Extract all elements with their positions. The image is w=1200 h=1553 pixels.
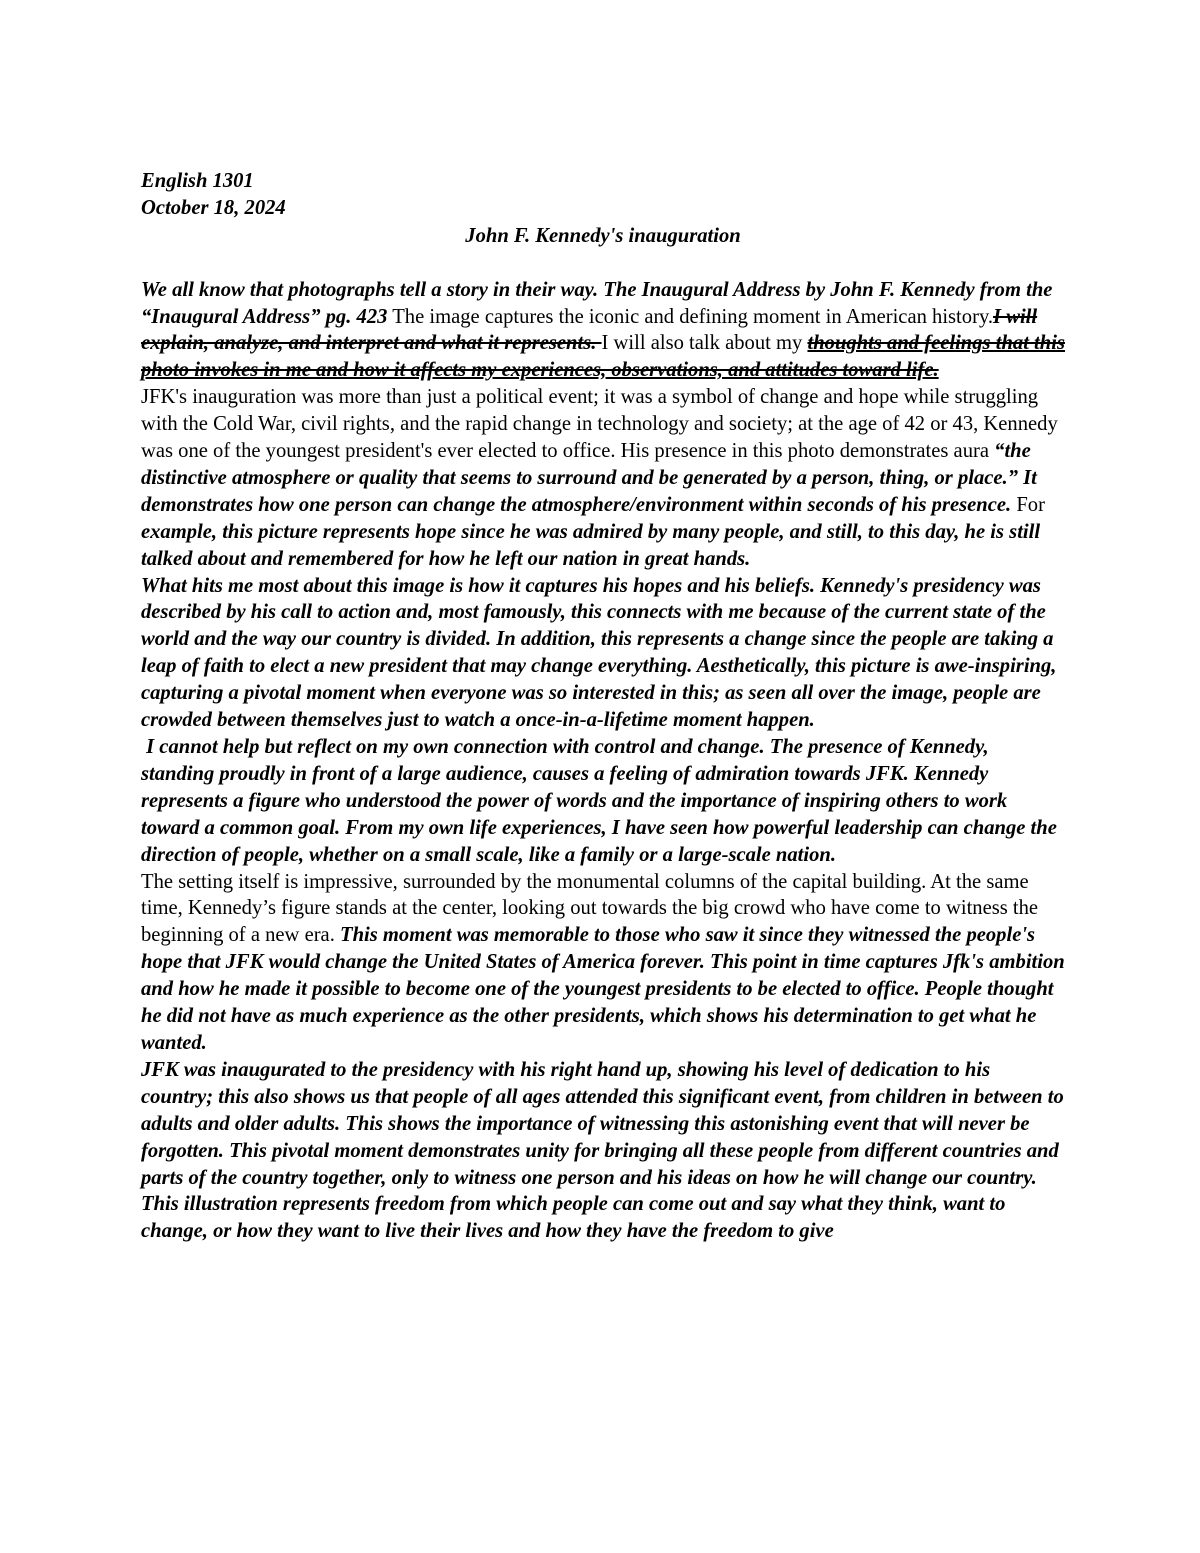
intro-struck-text: I will explain, analyze, and interpret and what it represents. [141,305,1038,355]
inauguration-bold-text: “the distinctive atmosphere or quality that seems to surround and be generated by a person, thing, or place.” It demonstrates how one person can change the atmosphere/environment within seconds of his presence. [141,440,1037,516]
setting-plain-text: The setting itself is impressive, surrounded by the monumental columns of the capital building. At the same time, Kennedy’s figure stands at the center, looking out towards the big crowd who have come to witness the beginning of a new era. [141,870,1039,947]
intro-plain-text: The image captures the iconic and defining moment in American history. [387,305,994,328]
intro-struck-text-2: thoughts and feelings that this photo invokes in me and how it affects my experiences, observations, and attitudes toward life. [141,332,1065,382]
inauguration-plain-text: JFK's inauguration was more than just a political event; it was a symbol of change and hope while struggling with the Cold War, civil rights, and the rapid change in technology and society; at the age of 42 or 43, Kennedy was one of the youngest president's ever elected to office. His presence in this photo demonstrates aura [141,386,1058,463]
blank-line [141,250,1065,277]
paragraph-reflection: I cannot help but reflect on my own connection with control and change. The presence of Kennedy, standing proudly in front of a large audience, causes a feeling of admiration towards JFK. Kennedy represents a figure who understood the power of words and the importance of inspiring others to work toward a common goal. From my own life experiences, I have seen how powerful leadership can change the direction of people, whether on a small scale, like a family or a large-scale nation. [141,736,1057,866]
paragraph-hopes: What hits me most about this image is how it captures his hopes and his beliefs. Kennedy's presidency was described by his call to action and, most famously, this connects with me because of the current state of the world and the way our country is divided. In addition, this represents a change since the people are taking a leap of faith to elect a new president that may change everything. Aesthetically, this picture is awe-inspiring, capturing a pivotal moment when everyone was so interested in this; as seen all over the image, people are crowded between themselves just to watch a once-in-a-lifetime moment happen. [141,574,1057,732]
intro-bold-text: We all know that photographs tell a story in their way. The Inaugural Address by John F. Kennedy from the “Inaugural Address” pg. 423 [141,278,1053,328]
setting-bold-text: This moment was memorable to those who saw it since they witnessed the people's hope that JFK would change the United States of America forever. This point in time captures Jfk's ambition and how he made it possible to become one of the youngest presidents to be elected to office. People thought he did not have as much experience as the other presidents, which shows his determination to get what he wanted. [141,924,1065,1054]
essay-title: John F. Kennedy's inauguration [465,224,741,247]
paragraph-setting [141,869,1065,1057]
document-page [141,168,1065,1245]
course-name: English 1301 [141,170,254,192]
inauguration-bold-text-2: example, this picture represents hope since he was admired by many people, and still, to this day, he is still talked about and remembered for how he left our nation in great hands. [141,520,1041,570]
paragraph-intro [141,277,1065,385]
paragraph-freedom: This illustration represents freedom from which people can come out and say what they think, want to change, or how they want to live their lives and how they have the freedom to give [141,1193,1006,1243]
inauguration-plain-text-2: For [1011,493,1045,516]
essay-date: October 18, 2024 [141,196,286,219]
intro-plain-text-2: I will also talk about my [601,332,808,355]
paragraph-inauguration [141,384,1065,572]
paragraph-dedication: JFK was inaugurated to the presidency with his right hand up, showing his level of dedication to his country; this also shows us that people of all ages attended this significant event, from children in between to adults and older adults. This shows the importance of witnessing this astonishing event that will never be forgotten. This pivotal moment demonstrates unity for bringing all these people from different countries and parts of the country together, only to witness one person and his ideas on how he will change our country. [141,1058,1064,1189]
